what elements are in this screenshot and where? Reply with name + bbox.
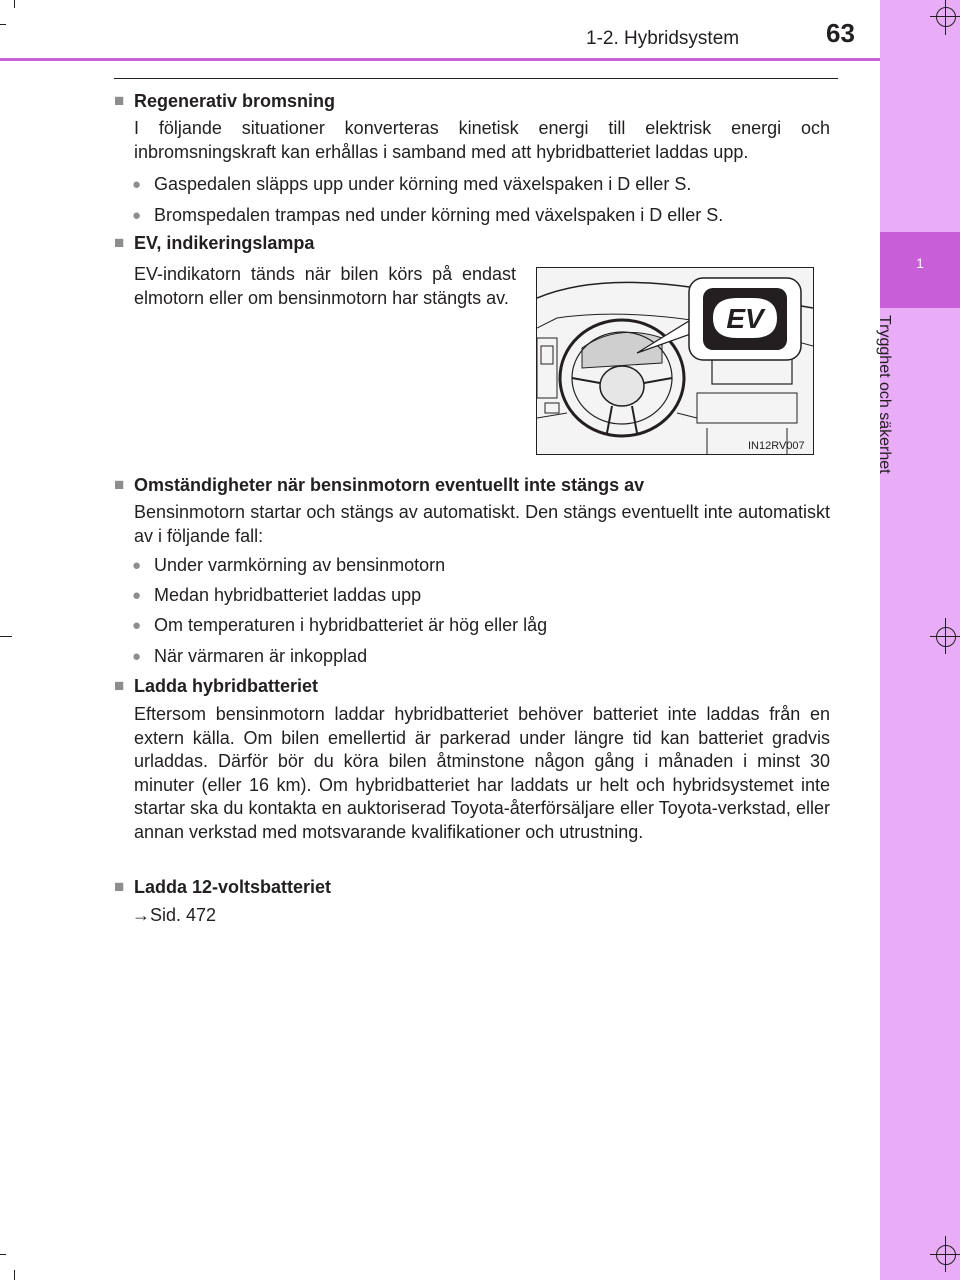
crop-mark xyxy=(0,24,6,25)
list-item: Medan hybridbatteriet laddas upp xyxy=(154,585,422,605)
arrow-right-icon: → xyxy=(132,905,150,925)
section-paragraph: Eftersom bensinmotorn laddar hybridbatteriet behöver batteriet inte laddas från en extern källa. Om bilen emellertid är parkerad under längre tid kan batteriet gradvis urladdas. Därför bör du köra bilen åtminstone någon gång i månaden i minst 30 minuter (eller 16 km). Om hybridbatteriet har laddats ur helt och hybridsystemet inte startar ska du kontakta en auktoriserad Toyota-återförsäljare eller Toyota-verkstad, eller annan verkstad med motsvarande kvalifikationer och utrustning. xyxy=(134,704,830,842)
section-heading: Regenerativ bromsning xyxy=(134,91,336,111)
section-heading: Ladda hybridbatteriet xyxy=(134,676,319,696)
page-number: 63 xyxy=(826,18,855,48)
circle-bullet-icon: ● xyxy=(132,617,142,634)
list-item: Under varmkörning av bensinmotorn xyxy=(154,555,446,575)
figure-code: IN12RV007 xyxy=(748,440,805,452)
chapter-number: 1 xyxy=(916,255,924,271)
section-paragraph: Bensinmotorn startar och stängs av automatiskt. Den stängs eventuellt inte automatiskt av i följande fall: xyxy=(134,502,830,546)
section-paragraph: EV-indikatorn tänds när bilen körs på endast elmotorn eller om bensinmotorn har stängts av. xyxy=(134,264,516,308)
crop-mark xyxy=(14,0,15,8)
list-item: Om temperaturen i hybridbatteriet är hög eller låg xyxy=(154,615,548,635)
list-item: Gaspedalen släpps upp under körning med växelspaken i D eller S. xyxy=(154,174,692,194)
square-bullet-icon: ■ xyxy=(114,877,125,896)
watermark: carmanualsonline.info xyxy=(575,1245,810,1271)
circle-bullet-icon: ● xyxy=(132,648,142,665)
list-item: När värmaren är inkopplad xyxy=(154,646,368,666)
chapter-title-text: Trygghet och säkerhet xyxy=(876,315,893,474)
registration-mark xyxy=(936,7,956,27)
square-bullet-icon: ■ xyxy=(114,91,125,110)
ev-indicator-illustration xyxy=(536,267,814,455)
section-title: 1-2. Hybridsystem xyxy=(586,28,740,49)
section-heading: Ladda 12-voltsbatteriet xyxy=(134,877,332,897)
section-paragraph: I följande situationer konverteras kinetisk energi till elektrisk energi och inbromsningskraft kan erhållas i samband med att hybridbatteriet laddas upp. xyxy=(134,118,830,162)
square-bullet-icon: ■ xyxy=(114,676,125,695)
registration-mark xyxy=(936,627,956,647)
page-reference-text: Sid. 472 xyxy=(150,905,217,925)
crop-mark xyxy=(14,1270,15,1280)
dashboard-drawing xyxy=(537,268,813,454)
crop-mark xyxy=(930,16,960,17)
crop-mark xyxy=(945,0,946,35)
top-rule xyxy=(114,78,838,79)
crop-mark xyxy=(930,1254,960,1255)
crop-mark xyxy=(0,636,12,637)
registration-mark xyxy=(936,1245,956,1265)
section-heading: Omständigheter när bensinmotorn eventuellt inte stängs av xyxy=(134,475,645,495)
section-heading: EV, indikeringslampa xyxy=(134,233,315,253)
ev-badge-text: EV xyxy=(726,303,764,334)
crop-mark xyxy=(0,1254,6,1255)
list-item: Bromspedalen trampas ned under körning med växelspaken i D eller S. xyxy=(154,205,724,225)
header-divider xyxy=(0,58,880,61)
circle-bullet-icon: ● xyxy=(132,557,142,574)
crop-mark xyxy=(930,636,960,637)
circle-bullet-icon: ● xyxy=(132,207,142,224)
square-bullet-icon: ■ xyxy=(114,475,125,494)
page-reference[interactable] xyxy=(132,905,216,926)
circle-bullet-icon: ● xyxy=(132,176,142,193)
square-bullet-icon: ■ xyxy=(114,233,125,252)
chapter-title xyxy=(875,315,915,525)
circle-bullet-icon: ● xyxy=(132,587,142,604)
